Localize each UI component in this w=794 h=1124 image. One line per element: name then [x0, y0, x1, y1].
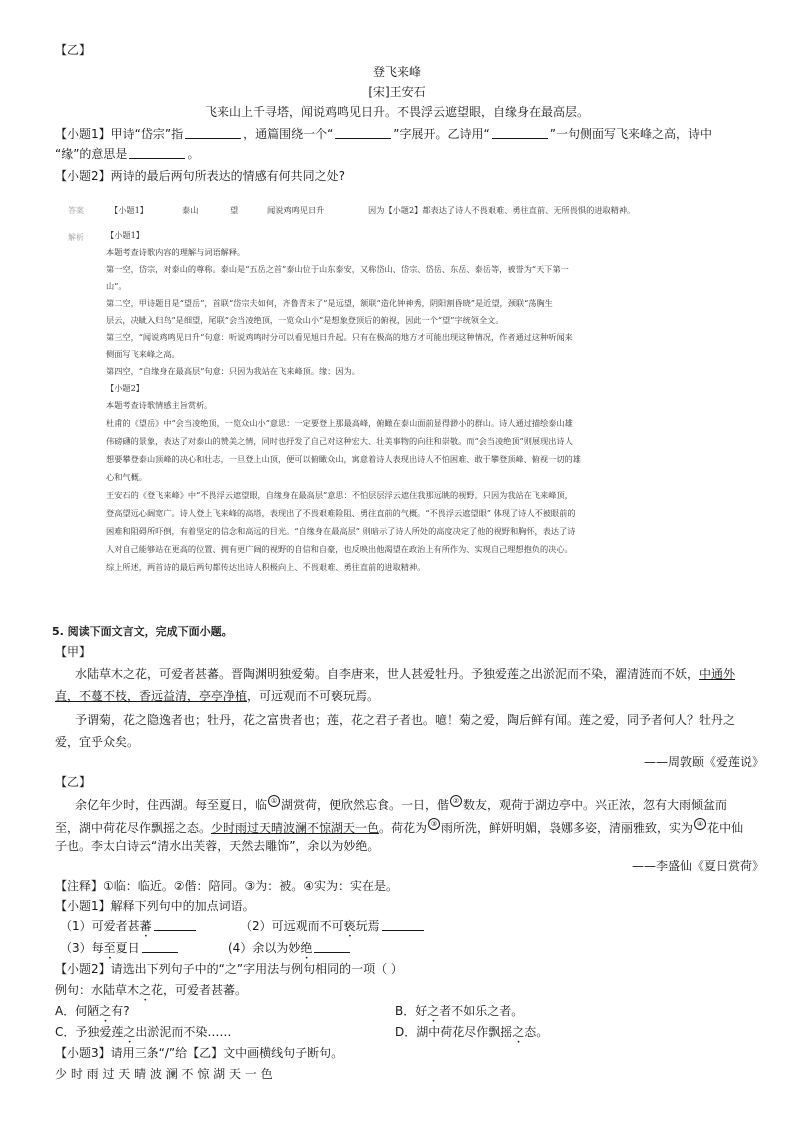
analysis-line: 第二空，甲诗题目是“望岳”，首联“岱宗夫如何，齐鲁青未了”是远望，颔联“造化钟神秀，阴阳割昏晓”是近望，颈联“荡胸生: [106, 298, 553, 308]
analysis-line: 人对自己能够站在更高的位置、拥有更广阔的视野的自信和自豪，也反映出他渴望在政治上有所作为、实现自己理想抱负的决心。: [106, 544, 573, 554]
option-a[interactable]: A．何陋之有?: [55, 1004, 130, 1018]
note-marker: ①: [268, 795, 280, 807]
underlined-sentence: 中通外: [699, 667, 736, 681]
option-d[interactable]: D．湖中荷花尽作飘摇之态。: [395, 1025, 549, 1039]
yi-paragraph-line-3: 子也。李太白诗云“清水出芙蓉，天然去雕饰”，余以为妙绝。: [55, 839, 380, 853]
section-label-yi: 【乙】: [55, 43, 92, 57]
note-marker: ④: [694, 818, 706, 830]
underlined-sentence: 直，不蔓不枝，香远益清，亭亭净植: [55, 689, 248, 703]
subquestion-3-title: 【小题3】请用三条“/”给【乙】文中画横线句子断句。: [55, 1046, 344, 1060]
jia-paragraph-1: 水陆草木之花，可爱者甚蕃。晋陶渊明独爱菊。自李唐来，世人甚爱牡丹。予独爱莲之出淤泥而不染，濯清涟而不妖，中通外: [75, 667, 736, 681]
question-2: 【小题2】两诗的最后两句所表达的情感有何共同之处?: [55, 169, 346, 183]
answer-blank[interactable]: [142, 941, 178, 953]
poem-text: 飞来山上千寻塔，闻说鸡鸣见日升。不畏浮云遮望眼，自缘身在最高层。: [204, 105, 589, 119]
analysis-line: 侧面写飞来峰之高。: [106, 349, 180, 359]
notes: 【注释】①临：临近。②偕：陪同。③为：被。④实为：实在是。: [55, 879, 399, 893]
answer-blank[interactable]: [382, 919, 424, 931]
analysis-label: 解析: [68, 233, 84, 242]
analysis-line: 困难和阻碍所吓倒，有着坚定的信念和高远的目光。“自缘身在最高层” 则暗示了诗人所处的高度决定了他的视野和胸怀，表达了诗: [106, 526, 576, 536]
analysis-line: 第三空，“闻说鸡鸣见日升”句意：听说鸡鸣时分可以看见旭日升起。只有在极高的地方才可能出现这种情况，作者通过这种听闻来: [106, 332, 573, 342]
subquestion-1-item-4: (4）余以为妙绝: [228, 940, 352, 962]
analysis-line: 王安石的《登飞来峰》中“不畏浮云遮望眼，自缘身在最高层”意思：不怕层层浮云遮住我那远眺的视野，只因为我站在飞来峰顶，: [106, 490, 573, 500]
question-1: 【小题1】甲诗“岱宗”指 ，通篇围绕一个“ ”字展开。乙诗用“ ”一句侧面写飞来峰之高，诗中: [55, 127, 712, 141]
jia-paragraph-1-cont: 直，不蔓不枝，香远益清，亭亭净植，可远观而不可亵玩焉。: [55, 689, 380, 703]
subquestion-2-title: 【小题2】请选出下列句子中的“之”字用法与例句相同的一项（ ）: [55, 962, 403, 976]
answer-blank[interactable]: [492, 127, 548, 139]
subquestion-1-item-2: （2）可远观而不可亵玩焉: [240, 918, 426, 940]
option-c[interactable]: C．予独爱莲之出淤泥而不染……: [55, 1025, 232, 1039]
answer-blank[interactable]: [335, 127, 391, 139]
analysis-line: 伟磅礴的景象，表达了对泰山的赞美之情，同时也抒发了自己对这种宏大、壮美事物的向往和崇敬。而“会当凌绝顶”则展现出诗人: [106, 436, 573, 446]
section-label-jia: 【甲】: [55, 645, 92, 659]
answer-item: 闻说鸡鸣见日升: [267, 205, 325, 215]
yi-source: ——李盛仙《夏日赏荷》: [631, 859, 764, 873]
subquestion-1-item-3: （3）每至夏日: [60, 940, 180, 962]
question-1-cont: “缘”的意思是 。: [55, 147, 200, 161]
subquestion-3-sentence: 少 时 雨 过 天 晴 波 澜 不 惊 湖 天 一 色: [55, 1067, 273, 1081]
analysis-line: 【小题2】: [106, 383, 144, 393]
subquestion-2-example: 例句：水陆草木之花，可爱者甚蕃。: [55, 983, 248, 997]
answer-blank[interactable]: [129, 147, 185, 159]
poem-title: 登飞来峰: [372, 65, 421, 79]
jia-paragraph-2: 予谓菊，花之隐逸者也；牡丹，花之富贵者也；莲，花之君子者也。噫！菊之爱，陶后鲜有闻。莲之爱，同予者何人？牡丹之: [75, 713, 736, 727]
underlined-sentence: 少时雨过天晴波澜不惊湖天一色: [211, 821, 380, 835]
answer-item: 【小题1】: [110, 205, 148, 215]
analysis-line: 【小题1】: [106, 230, 144, 240]
note-marker: ②: [450, 795, 462, 807]
answer-label: 答案: [68, 206, 84, 215]
answer-item: 泰山: [182, 205, 199, 215]
jia-paragraph-2-cont: 爱，宜乎众矣。: [55, 735, 140, 749]
analysis-line: 综上所述，两首诗的最后两句都传达出诗人积极向上、不畏艰难、勇往直前的进取精神。: [106, 562, 426, 572]
analysis-line: 本题考查诗歌情感主旨赏析。: [106, 400, 213, 410]
yi-paragraph-line-1: 余亿年少时，住西湖。每至夏日，临 ① 湖赏荷，便欣然忘食。一日，偕 ② 数友，观荷于湖边亭中。兴正浓，忽有大雨倾盆而: [75, 797, 728, 812]
analysis-line: 第四空，“自缘身在最高层”句意：只因为我站在飞来峰顶。缘：因为。: [106, 366, 360, 376]
subquestion-1-item-1: （1）可爱者甚蕃: [60, 918, 198, 940]
analysis-line: 登高望远心阔宽广。诗人登上飞来峰的高塔，表现出了不畏艰难险阻、勇往直前的气概。“不畏浮云遮望眼” 体现了诗人不被眼前的: [106, 508, 576, 518]
section-5-heading: 5. 阅读下面文言文，完成下面小题。: [52, 625, 233, 638]
answer-item: 望: [230, 205, 239, 215]
option-b[interactable]: B．好之者不如乐之者。: [395, 1004, 524, 1018]
section-label-yi-2: 【乙】: [55, 775, 92, 789]
analysis-line: 想要攀登泰山顶峰的决心和壮志，一旦登上山顶，便可以俯瞰众山，寓意着诗人表现出诗人不怕困难、敢于攀登顶峰、俯视一切的雄: [106, 454, 581, 464]
jia-source: ——周敦颐《爱莲说》: [643, 755, 764, 769]
answer-blank[interactable]: [154, 919, 196, 931]
analysis-line: 山”。: [106, 281, 127, 291]
subquestion-1-title: 【小题1】解释下列句中的加点词语。: [55, 899, 255, 913]
analysis-line: 第一空，岱宗，对泰山的尊称。泰山是“五岳之首”泰山位于山东泰安，又称岱山、岱宗、岱岳、东岳、泰岳等，被誉为“天下第一: [106, 264, 569, 274]
poem-author: [宋]王安石: [368, 85, 426, 99]
analysis-line: 杜甫的《望岳》中“会当凌绝顶，一览众山小”意思：一定要登上那最高峰，俯瞰在泰山面前显得渺小的群山。诗人通过描绘泰山雄: [106, 418, 573, 428]
note-marker: ③: [428, 818, 440, 830]
analysis-line: 心和气概。: [106, 472, 147, 482]
answer-blank[interactable]: [314, 941, 350, 953]
analysis-line: 本题考查诗歌内容的理解与词语解释。: [106, 247, 246, 257]
yi-paragraph-line-2: 至，湖中荷花尽作飘摇之态。少时雨过天晴波澜不惊湖天一色。荷花为 ③ 雨所洗，鲜妍明媚，袅娜多姿，清丽雅致，实为 ④ 花中仙: [55, 820, 744, 835]
answer-item: 因为【小题2】都表达了诗人不畏艰难、勇往直前、无所畏惧的进取精神。: [368, 205, 636, 215]
analysis-line: 层云，决眦入归鸟”是细望，尾联“会当凌绝顶，一览众山小”是想象登顶后的俯视，因此一个“望”字统领全文。: [106, 315, 504, 325]
answer-blank[interactable]: [185, 127, 241, 139]
